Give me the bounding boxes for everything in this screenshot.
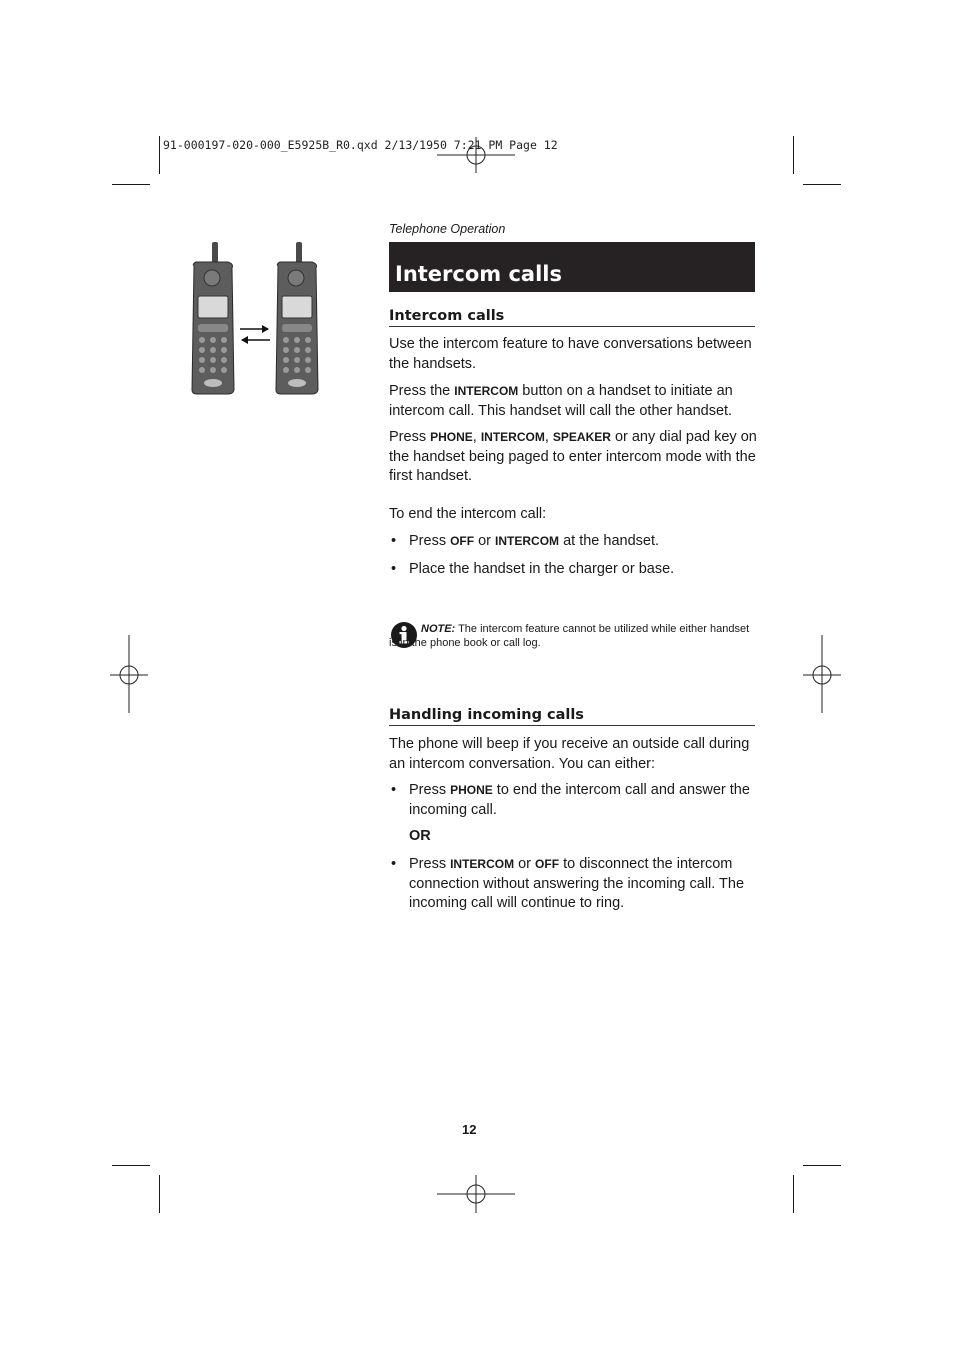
key-intercom: INTERCOM <box>450 857 515 871</box>
paragraph-incoming: The phone will beep if you receive an outside call during an intercom conversation. You can either: <box>389 736 750 772</box>
note-text: The intercom feature cannot be utilized while either handset is in the phone book or call log. <box>389 623 750 649</box>
swap-arrows-icon <box>238 322 272 346</box>
note-label: NOTE: <box>421 623 456 635</box>
list-item: • Press OFF or INTERCOM at the handset. <box>391 533 660 549</box>
print-slug: 91-000197-020-000_E5925B_R0.qxd 2/13/1950 7:21 PM Page 12 <box>163 138 558 152</box>
or-separator: OR <box>409 828 431 844</box>
paragraph-intro: Use the intercom feature to have conversations between the handsets. <box>389 336 752 372</box>
section-heading-incoming: Handling incoming calls <box>389 707 755 726</box>
page-title: Intercom calls <box>395 262 562 286</box>
registration-mark-right <box>803 635 843 715</box>
paragraph-initiate: Press the INTERCOM button on a handset to initiate an intercom call. This handset will call the other handset. <box>389 383 733 419</box>
registration-mark-bottom <box>437 1175 517 1215</box>
handset-illustration-left <box>188 240 238 396</box>
list-item: • Press INTERCOM or OFF to disconnect the intercom connection without answering the incoming call. The incoming call will continue to ring. <box>391 856 745 911</box>
key-intercom: INTERCOM <box>454 384 519 398</box>
key-off: OFF <box>535 857 560 871</box>
section-heading-intercom: Intercom calls <box>389 308 755 327</box>
handset-illustration-right <box>272 240 322 396</box>
key-off: OFF <box>450 534 475 548</box>
registration-mark-left <box>110 635 150 715</box>
running-header: Telephone Operation <box>389 222 506 236</box>
key-intercom: INTERCOM <box>480 430 545 444</box>
paragraph-answer: Press PHONE, INTERCOM, SPEAKER or any dial pad key on the handset being paged to enter intercom mode with the first handset. <box>389 429 757 484</box>
key-phone: PHONE <box>450 783 493 797</box>
title-banner <box>389 242 755 292</box>
list-item: • Press PHONE to end the intercom call and answer the incoming call. <box>391 782 750 818</box>
list-item: • Place the handset in the charger or base. <box>391 561 675 577</box>
end-call-intro: To end the intercom call: <box>389 506 547 522</box>
registration-mark-top <box>437 135 517 175</box>
key-phone: PHONE <box>430 430 473 444</box>
note-block <box>389 622 755 650</box>
key-speaker: SPEAKER <box>552 430 611 444</box>
key-intercom: INTERCOM <box>495 534 560 548</box>
page-number: 12 <box>462 1122 477 1137</box>
